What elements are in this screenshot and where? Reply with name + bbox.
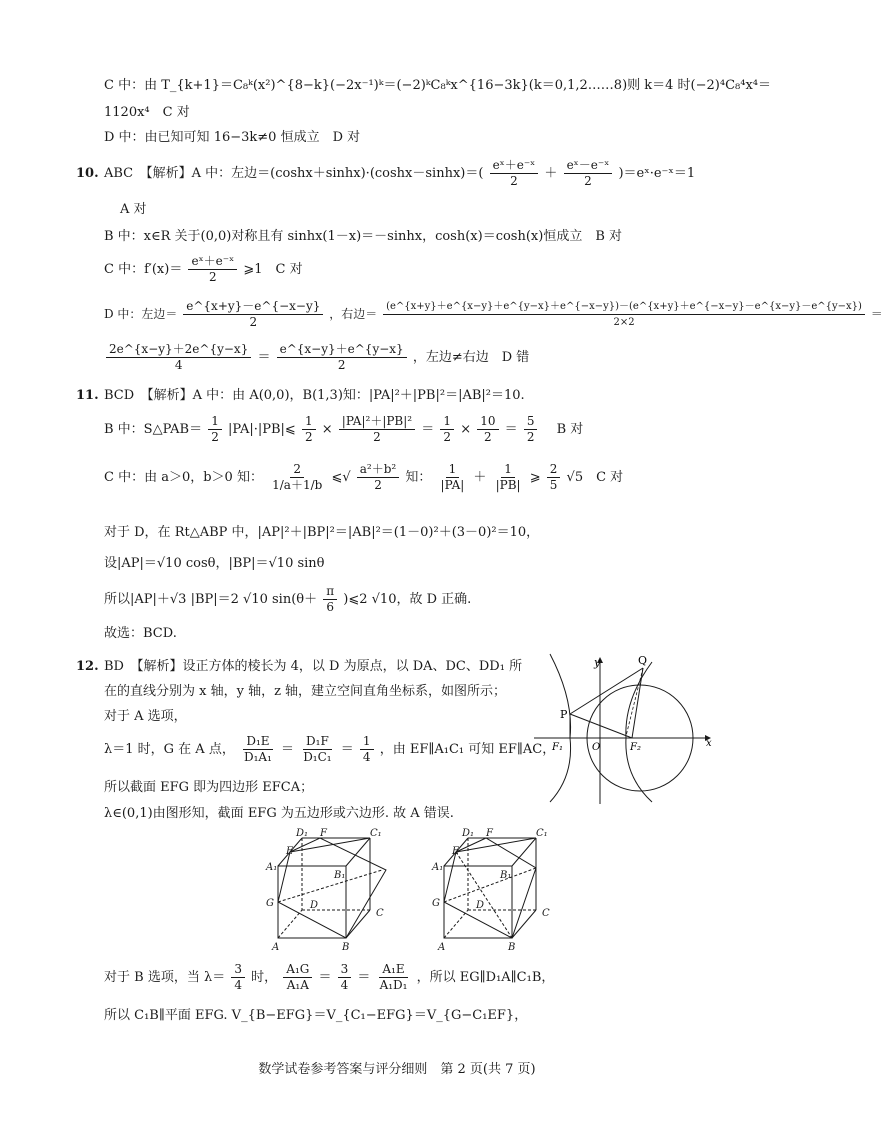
numerator: 1: [446, 462, 460, 478]
denominator: 4: [340, 978, 349, 992]
fraction: [360, 734, 374, 765]
denominator: 2: [337, 358, 346, 372]
label-d1: D₁: [462, 828, 475, 839]
fraction: [106, 342, 251, 373]
numerator: 2e^{x−y}＋2e^{y−x}: [106, 342, 251, 358]
text: ，右边＝: [329, 307, 378, 321]
denominator: 2: [443, 430, 452, 444]
denominator: 1/a＋1/b: [272, 478, 323, 492]
fraction: [438, 462, 468, 493]
numerator: 5: [524, 414, 538, 430]
label-c: C: [542, 908, 550, 919]
numerator: |PA|²＋|PB|²: [339, 414, 415, 430]
fraction: [269, 462, 325, 493]
numerator: A₁G: [283, 962, 312, 978]
label-x: x: [706, 738, 712, 749]
edge: [512, 910, 536, 938]
q11-d-result: [104, 584, 471, 616]
edge: [346, 910, 370, 938]
text: B 对: [543, 422, 584, 437]
denominator: 2: [374, 478, 382, 492]
fraction: [357, 462, 399, 493]
text: 所以|AP|＋√3 |BP|＝2 √10 sin(θ＋: [104, 592, 318, 607]
cube-figure-left: [262, 830, 392, 955]
label-q: Q: [638, 654, 648, 667]
fraction: [338, 962, 352, 993]
numerator: A₁E: [379, 962, 407, 978]
denominator: A₁D₁: [379, 978, 408, 992]
text: ⩽√: [331, 470, 351, 485]
denominator: 4: [174, 358, 183, 372]
text: |PA|·|PB|⩽: [228, 422, 296, 437]
text: ＝: [504, 422, 518, 437]
text: 知：: [405, 470, 432, 485]
fraction: [323, 584, 337, 615]
section-hidden: [278, 870, 382, 902]
numerator: D₁E: [243, 734, 272, 750]
question-number-12: 12.: [76, 659, 99, 674]
label-d: D: [310, 900, 319, 911]
fraction: [277, 342, 407, 373]
label-p: P: [560, 708, 568, 721]
question-number-10: 10.: [76, 166, 99, 181]
text: ＝: [870, 307, 883, 321]
label-d: D: [476, 900, 485, 911]
q10-c-line: [104, 254, 303, 286]
label-d1: D₁: [296, 828, 309, 839]
q10-head: ABC 【解析】A 中：左边＝(coshx＋sinhx)·(coshx－sinhx)＝(: [104, 166, 484, 181]
denominator: 2: [526, 430, 535, 444]
fraction: [477, 414, 498, 445]
numerator: π: [323, 584, 337, 600]
numerator: 2: [290, 462, 304, 478]
fraction: [183, 299, 323, 330]
denominator: 4: [234, 978, 242, 992]
q12-line-7: [104, 962, 554, 994]
fraction: [302, 414, 316, 445]
line-c-binomial: C 中：由 T_{k+1}＝C₈ᵏ(x²)^{8−k}(−2x⁻¹)ᵏ＝(−2)ᵏC₈ᵏx^{16−3k}(k＝0,1,2……8)则 k＝4 时(−2)⁴C₈⁴x⁴＝: [104, 78, 771, 93]
hidden-edge: [444, 910, 468, 938]
denominator: D₁C₁: [303, 750, 332, 764]
fraction: [490, 158, 539, 189]
label-f: F: [320, 828, 327, 839]
numerator: 1: [440, 414, 454, 430]
label-b: B: [342, 942, 350, 953]
denominator: D₁A₁: [243, 750, 272, 764]
label-e: E: [286, 846, 294, 857]
text: )⩽2 √10，故 D 正确.: [343, 592, 472, 607]
fraction: [283, 962, 312, 993]
label-c1: C₁: [370, 828, 382, 839]
hyperbola-circle-figure: [530, 650, 726, 806]
q12-line-5: 所以截面 EFG 即为四边形 EFCA；: [104, 780, 314, 795]
edge: [512, 838, 536, 866]
numerator: 1: [208, 414, 222, 430]
text: ＝: [281, 742, 295, 757]
text: ×: [460, 422, 472, 437]
q11-d-set: 设|AP|＝√10 cosθ，|BP|＝√10 sinθ: [104, 556, 325, 571]
segment-pf2: [570, 714, 632, 738]
text: ＋: [473, 470, 487, 485]
numerator: 10: [477, 414, 498, 430]
hyperbola-left-branch: [550, 654, 571, 802]
label-g: G: [432, 898, 440, 909]
label-f2: F₂: [630, 742, 641, 753]
denominator: 2: [373, 430, 381, 444]
label-b1: B₁: [500, 870, 512, 881]
q12-line-6: λ∈(0,1)由图形知，截面 EFG 为五边形或六边形. 故 A 错误.: [104, 806, 454, 821]
fraction: [231, 962, 245, 993]
text: 时，: [251, 970, 278, 985]
denominator: 2: [249, 315, 258, 329]
label-f1: F₁: [552, 742, 563, 753]
cube-figure-right: [428, 830, 558, 955]
line-d: D 中：由已知可知 16−3k≠0 恒成立 D 对: [104, 130, 361, 145]
text: C 中：f′(x)＝: [104, 262, 183, 277]
q10-d-line-2: [104, 342, 529, 374]
text: ＝: [318, 970, 332, 985]
fraction: [339, 414, 415, 445]
label-y: y: [594, 656, 601, 669]
q10-line-a: [104, 158, 695, 190]
q12-line-4: [104, 734, 555, 766]
label-a: A: [272, 942, 280, 953]
fraction: [493, 462, 524, 493]
fraction: [383, 299, 865, 330]
text: ，左边≠右边 D 错: [412, 350, 530, 365]
denominator: 2: [584, 174, 592, 188]
numerator: eˣ＋e⁻ˣ: [188, 254, 237, 270]
denominator: 2: [510, 174, 518, 188]
numerator: e^{x+y}－e^{−x−y}: [183, 299, 323, 315]
numerator: 1: [360, 734, 374, 750]
page-footer: 数学试卷参考答案与评分细则 第 2 页(共 7 页): [258, 1062, 536, 1077]
segment-pq: [570, 668, 643, 714]
numerator: 3: [231, 962, 245, 978]
denominator: 4: [362, 750, 371, 764]
numerator: D₁F: [303, 734, 332, 750]
label-a1: A₁: [266, 862, 278, 873]
q12-head: BD 【解析】设正方体的棱长为 4，以 D 为原点，以 DA、DC、DD₁ 所: [104, 659, 523, 674]
text: ，由 EF∥A₁C₁ 可知 EF∥AC，: [379, 742, 556, 757]
q11-b-line: [104, 414, 583, 446]
section-hidden: [444, 868, 536, 902]
label-a1: A₁: [432, 862, 444, 873]
denominator: |PB|: [495, 478, 521, 492]
denominator: 2×2: [613, 317, 635, 328]
label-a: A: [438, 942, 446, 953]
segment-qf2: [632, 668, 643, 738]
numerator: eˣ＋e⁻ˣ: [490, 158, 539, 174]
label-f: F: [486, 828, 493, 839]
line-c-result: 1120x⁴ C 对: [104, 105, 190, 120]
numerator: 3: [338, 962, 352, 978]
fraction: [241, 734, 275, 765]
text: λ＝1 时，G 在 A 点，: [104, 742, 235, 757]
denominator: A₁A: [286, 978, 309, 992]
q12-line-2: 在的直线分别为 x 轴，y 轴，z 轴，建立空间直角坐标系，如图所示；: [104, 684, 507, 699]
q12-line-8: 所以 C₁B∥平面 EFG. V_{B−EFG}＝V_{C₁−EFG}＝V_{G−C₁EF}，: [104, 1008, 528, 1023]
denominator: 2: [211, 430, 219, 444]
label-o: O: [592, 742, 601, 753]
label-b: B: [508, 942, 516, 953]
text: ＝: [421, 422, 435, 437]
text: ＝: [257, 350, 271, 365]
text: D 中：左边＝: [104, 307, 178, 321]
label-b1: B₁: [334, 870, 346, 881]
numerator: 2: [547, 462, 561, 478]
q11-d-line: 对于 D，在 Rt△ABP 中，|AP|²＋|BP|²＝|AB|²＝(1－0)²＋(3－0)²＝10，: [104, 525, 540, 540]
fraction: [564, 158, 613, 189]
operator: ＋: [544, 166, 558, 181]
fraction: [300, 734, 334, 765]
segment-qf2-dashed: [626, 668, 643, 736]
q10-tail: )＝eˣ·e⁻ˣ＝1: [618, 166, 696, 181]
text: ＝: [357, 970, 371, 985]
numerator: 1: [501, 462, 515, 478]
denominator: 5: [549, 478, 558, 492]
text: ，所以 EG∥D₁A∥C₁B，: [416, 970, 555, 985]
text: ＝: [340, 742, 354, 757]
numerator: eˣ－e⁻ˣ: [564, 158, 613, 174]
fraction: [440, 414, 454, 445]
numerator: e^{x−y}＋e^{y−x}: [277, 342, 407, 358]
text: B 中：S△PAB＝: [104, 422, 203, 437]
denominator: 2: [484, 430, 492, 444]
section-hidden: [456, 852, 512, 938]
text: ×: [321, 422, 333, 437]
denominator: 2: [304, 430, 313, 444]
q10-a-verdict: A 对: [120, 202, 147, 217]
text: 对于 B 选项，当 λ＝: [104, 970, 226, 985]
text: ⩾1 C 对: [243, 262, 303, 277]
label-c: C: [376, 908, 384, 919]
numerator: (e^{x+y}＋e^{x−y}＋e^{y−x}＋e^{−x−y})－(e^{x+y}＋e^{−x−y}－e^{x−y}－e^{y−x}): [383, 299, 865, 315]
q11-head: BCD 【解析】A 中：由 A(0,0)，B(1,3)知：|PA|²＋|PB|²＝|AB|²＝10.: [104, 388, 525, 403]
hidden-edge: [278, 910, 302, 938]
q11-c-line: [104, 458, 623, 498]
label-c1: C₁: [536, 828, 548, 839]
q10-b-line: B 中：x∈R 关于(0,0)对称且有 sinhx(1－x)＝－sinhx，cosh(x)＝cosh(x)恒成立 B 对: [104, 229, 623, 244]
q12-line-3: 对于 A 选项，: [104, 709, 187, 724]
question-number-11: 11.: [76, 388, 99, 403]
fraction: [208, 414, 222, 445]
denominator: |PA|: [440, 478, 465, 492]
text: C 中：由 a＞0，b＞0 知：: [104, 470, 263, 485]
text: √5 C 对: [566, 470, 624, 485]
text: ⩾: [529, 470, 541, 485]
fraction: [377, 962, 411, 993]
denominator: 6: [326, 600, 335, 614]
fraction: [547, 462, 561, 493]
fraction: [524, 414, 538, 445]
q10-d-line: [104, 298, 883, 330]
label-g: G: [266, 898, 274, 909]
label-e: E: [452, 846, 460, 857]
denominator: 2: [209, 270, 217, 284]
numerator: 1: [302, 414, 316, 430]
numerator: a²＋b²: [357, 462, 399, 478]
q11-answer: 故选：BCD.: [104, 626, 177, 641]
fraction: [188, 254, 237, 285]
